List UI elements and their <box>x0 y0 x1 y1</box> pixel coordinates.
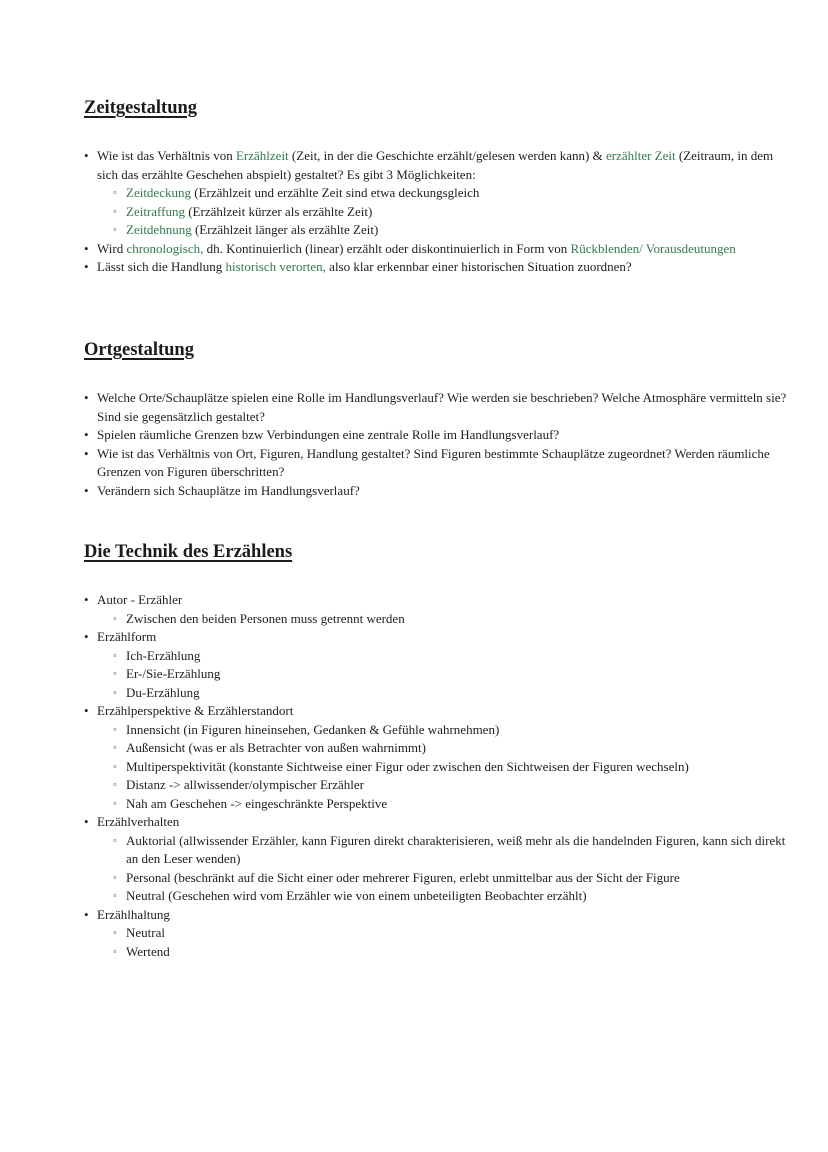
section-ortgestaltung <box>84 338 788 500</box>
item-label: Erzählform <box>97 629 157 644</box>
sub-list-item: ◦ Er-/Sie-Erzählung <box>113 665 788 684</box>
section-heading: Zeitgestaltung <box>84 98 198 118</box>
list-item <box>84 258 788 277</box>
section-heading: Ortgestaltung <box>84 340 194 360</box>
list-item <box>84 813 788 906</box>
list-item <box>84 628 788 702</box>
sub-list-item: ◦ Personal (beschränkt auf die Sicht einer oder mehrerer Figuren, erlebt unmittelbar aus der Sicht der Figure <box>113 869 788 888</box>
highlight-term: erzählter Zeit <box>605 148 676 163</box>
sub-list <box>97 184 788 240</box>
sub-list-item: ◦ Du-Erzählung <box>113 684 788 703</box>
highlight-term: Rückblenden/ Vorausdeutungen <box>570 240 736 256</box>
sub-list-item: ◦ Zwischen den beiden Personen muss getrennt werden <box>113 610 788 629</box>
highlight-term: historisch verorten, <box>225 259 326 274</box>
highlight-term: Zeitdeckung <box>126 185 191 200</box>
sub-list-item: ◦ Neutral (Geschehen wird vom Erzähler wie von einem unbeteiligten Beobachter erzählt) <box>113 887 788 906</box>
text: Wird <box>97 240 127 256</box>
item-label: Erzählverhalten <box>97 814 180 829</box>
list-item: • Verändern sich Schauplätze im Handlungsverlauf? <box>84 482 788 501</box>
section-zeitgestaltung <box>84 96 788 277</box>
sub-list <box>97 610 788 629</box>
sub-list <box>97 647 788 703</box>
sub-list <box>97 721 788 814</box>
bullet-list <box>84 591 788 961</box>
list-item: • Welche Orte/Schauplätze spielen eine Rolle im Handlungsverlauf? Wie werden sie beschrieben? Welche Atmosphäre vermitteln sie? Sind sie gegensätzlich gestaltet? <box>84 389 788 426</box>
text: Lässt sich die Handlung <box>97 259 226 274</box>
item-label: Erzählhaltung <box>97 906 170 922</box>
list-item <box>84 702 788 813</box>
sub-list-item: ◦ Außensicht (was er als Betrachter von außen wahrnimmt) <box>113 739 788 758</box>
sub-list-item: ◦ Multiperspektivität (konstante Sichtweise einer Figur oder zwischen den Sichtweisen der Figuren wechseln) <box>113 758 788 777</box>
sub-list-item: ◦ Innensicht (in Figuren hineinsehen, Gedanken & Gefühle wahrnehmen) <box>113 721 788 740</box>
text: (Erzählzeit länger als erzählte Zeit) <box>191 222 379 237</box>
sub-list <box>97 924 788 961</box>
highlight-term: Zeitdehnung <box>126 222 192 237</box>
highlight-term: Erzählzeit <box>235 148 289 163</box>
text: also klar erkennbar einer historischen Situation zuordnen? <box>325 259 632 274</box>
list-item: • Wie ist das Verhältnis von Ort, Figuren, Handlung gestaltet? Sind Figuren bestimmte Schauplätze zugeordnet? Werden räumliche Grenzen von Figuren überschritten? <box>84 445 788 482</box>
highlight-term: Zeitraffung <box>126 203 185 219</box>
sub-list-item: ◦ Neutral <box>113 924 788 943</box>
bullet-list <box>84 147 788 277</box>
sub-list-item <box>113 184 788 203</box>
text: (Erzählzeit kürzer als erzählte Zeit) <box>184 203 373 219</box>
sub-list-item: ◦ Wertend <box>113 943 788 962</box>
sub-list-item <box>113 203 788 222</box>
sub-list-item: ◦ Auktorial (allwissender Erzähler, kann Figuren direkt charakterisieren, weiß mehr als die handelnden Figuren, kann sich direkt an den Leser wenden) <box>113 832 788 869</box>
list-item <box>84 906 788 962</box>
text: (Zeit, in der die Geschichte erzählt/gelesen werden kann) & <box>288 148 606 163</box>
text: (Zeitraum, in dem sich das erzählte Geschehen abspielt) gestaltet? Es gibt 3 Möglichkeiten: <box>97 148 774 182</box>
list-item <box>84 591 788 628</box>
text: (Erzählzeit und erzählte Zeit sind etwa deckungsgleich <box>190 185 480 200</box>
text: Wie ist das Verhältnis von <box>97 148 236 163</box>
sub-list-item: ◦ Ich-Erzählung <box>113 647 788 666</box>
sub-list-item: ◦ Nah am Geschehen -> eingeschränkte Perspektive <box>113 795 788 814</box>
list-item <box>84 240 788 259</box>
sub-list-item <box>113 221 788 240</box>
item-label: Erzählperspektive & Erzählerstandort <box>97 703 294 718</box>
list-item <box>84 147 788 240</box>
section-technik-des-erzaehlens <box>84 540 788 961</box>
highlight-term: chronologisch, <box>126 240 204 256</box>
section-heading: Die Technik des Erzählens <box>84 542 293 562</box>
item-label: Autor - Erzähler <box>97 592 183 607</box>
list-item: • Spielen räumliche Grenzen bzw Verbindungen eine zentrale Rolle im Handlungsverlauf? <box>84 426 788 445</box>
text: dh. Kontinuierlich (linear) erzählt oder diskontinuierlich in Form von <box>203 240 571 256</box>
sub-list <box>97 832 788 906</box>
sub-list-item: ◦ Distanz -> allwissender/olympischer Erzähler <box>113 776 788 795</box>
bullet-list <box>84 389 788 500</box>
